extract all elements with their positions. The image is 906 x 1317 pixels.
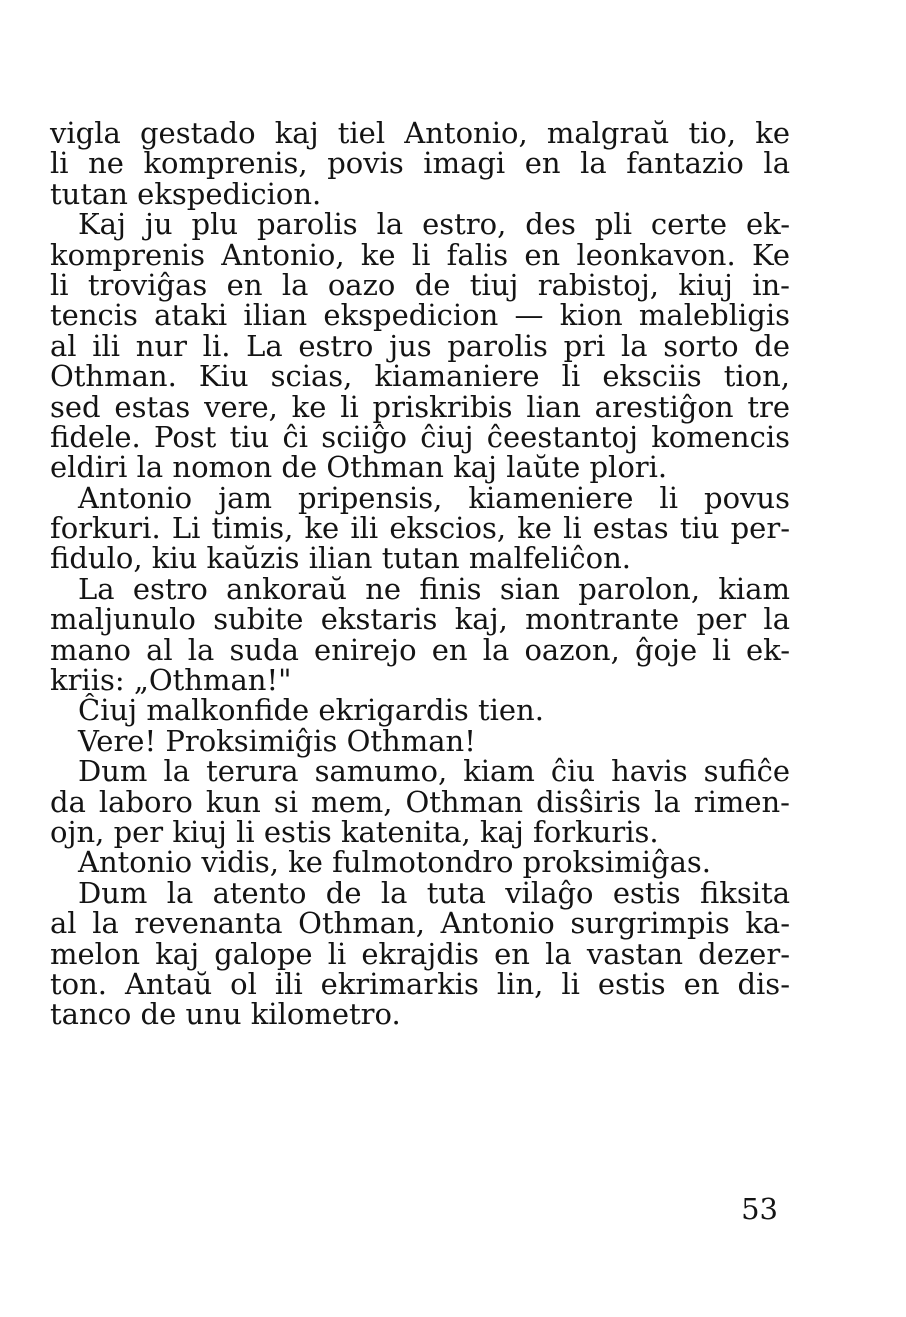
text-line: Ĉiuj malkonfide ekrigardis tien. <box>78 693 544 728</box>
text-line: Kaj ju plu parolis la estro, des pli certe ek- <box>78 207 790 242</box>
text-line: ton. Antaŭ ol ili ekrimarkis lin, li estis en dis- <box>50 966 790 1001</box>
text-line: kriis: „Othman!" <box>50 663 292 698</box>
text-line: maljunulo subite ekstaris kaj, montrante per la <box>50 602 790 637</box>
text-line: Dum la terura samumo, kiam ĉiu havis sufiĉe <box>78 754 790 789</box>
text-line: sed estas vere, ke li priskribis lian arestiĝon tre <box>50 389 790 424</box>
text-line: Antonio vidis, ke fulmotondro proksimiĝas. <box>78 845 712 880</box>
text-line: fidulo, kiu kaŭzis ilian tutan malfeliĉon. <box>50 541 631 576</box>
text-line: mano al la suda enirejo en la oazon, ĝoje li ek- <box>50 632 790 667</box>
text-line: Vere! Proksimiĝis Othman! <box>78 723 476 758</box>
text-line: melon kaj galope li ekrajdis en la vastan dezer- <box>50 936 790 971</box>
text-line: li ne komprenis, povis imagi en la fantazio la <box>50 146 790 181</box>
text-line: Dum la atento de la tuta vilaĝo estis fiksita <box>78 875 790 910</box>
text-line: al ili nur li. La estro jus parolis pri la sorto de <box>50 328 790 363</box>
text-line: vigla gestado kaj tiel Antonio, malgraŭ tio, ke <box>50 116 790 150</box>
text-line: komprenis Antonio, ke li falis en leonkavon. Ke <box>50 237 790 272</box>
text-line: tanco de unu kilometro. <box>50 997 401 1032</box>
text-line: La estro ankoraŭ ne finis sian parolon, kiam <box>78 571 790 606</box>
text-line: li troviĝas en la oazo de tiuj rabistoj, kiuj in- <box>50 267 790 302</box>
text-line: Othman. Kiu scias, kiamaniere li eksciis tion, <box>50 359 790 394</box>
text-line: tutan ekspedicion. <box>50 176 322 211</box>
text-line: Antonio jam pripensis, kiameniere li povus <box>78 480 790 515</box>
page-number: 53 <box>741 1192 778 1226</box>
text-line: ojn, per kiuj li estis katenita, kaj forkuris. <box>50 814 659 849</box>
text-line: tencis ataki ilian ekspedicion — kion malebligis <box>50 298 790 333</box>
text-line: da laboro kun si mem, Othman disŝiris la rimen- <box>50 784 790 819</box>
text-line: al la revenanta Othman, Antonio surgrimpis ka- <box>50 906 790 941</box>
text-line: forkuri. Li timis, ke ili ekscios, ke li estas tiu per- <box>50 511 790 546</box>
body-text <box>50 118 790 1030</box>
text-line: eldiri la nomon de Othman kaj laŭte plori. <box>50 450 668 485</box>
text-line: fidele. Post tiu ĉi sciiĝo ĉiuj ĉeestantoj komencis <box>50 419 790 454</box>
